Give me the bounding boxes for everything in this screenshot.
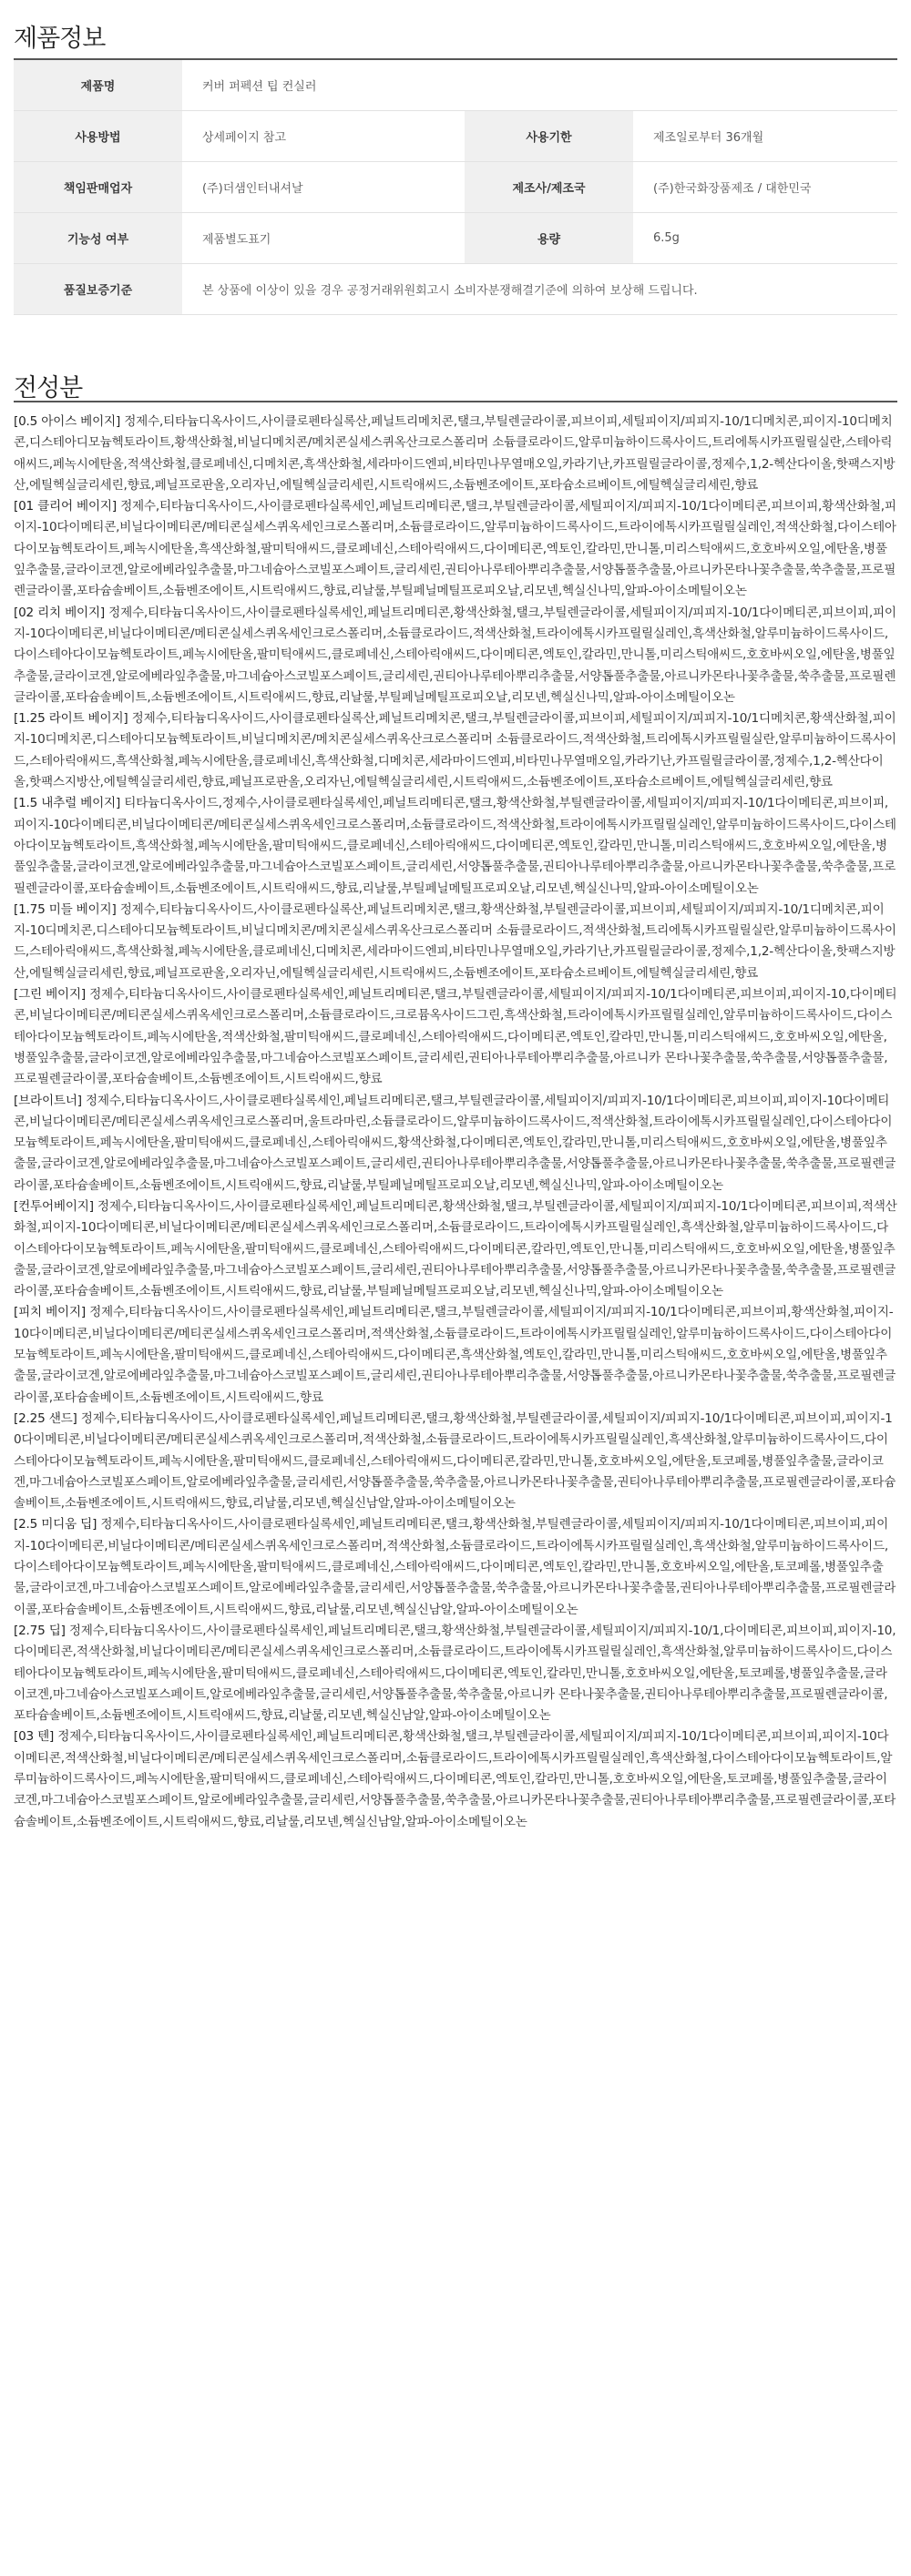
ingredient-text: 정제수,티타늄디옥사이드,사이클로펜타실록세인,페닐트리메티콘,탤크,부틸렌글라이콜,세틸피이지/피피지-10/1다이메티콘,피브이피,황색산화철,피이지-10다이메티콘,비닐다이메티콘/메티콘실세스퀴옥세인크로스폴리머,소듐클로라이드,알루미늄하이드록사이드,트라이에톡시카프릴릴실레인,적색산화철,다이스테아다이모늄헥토라이트,페녹시에탄올,흑색산화철,팔미틱애씨드,클로페네신,스테아릭애씨드,다이메티콘,엑토인,칼라민,만니톨,미리스틱애씨드,호호바씨오일,에탄올,병풀잎추출물,글라이코겐,알로에베라잎추출물,마그네슘아스코빌포스페이트,글리세린,권티아나루테아뿌리추출물,서양톱풀추출물,아르니카몬타나꽃추출물,쑥추출물,프로필렌글라이콜,포타슘솔베이트,소듐벤조에이트,시트릭애씨드,향료,리날룰,부틸페닐메틸프로피오날,리모넨,헥실신나믹,알파-아이소메틸이오논 (14, 499, 896, 599)
ingredient-text: 정제수,티타늄디옥사이드,사이클로펜타실록산,페닐트리메치콘,탤크,부틸렌글라이콜,피브이피,세틸피이지/피피지-10/1디메치콘,피이지-10디메치콘,디스테아디모늄헥토라이트,황색산화철,비닐디메치콘/메치콘실세스퀴옥산크로스폴리머 소듐클로라이드,알루미늄하이드록사이드,트리에톡시카프릴릴실란,스테아릭애씨드,페녹시에탄올,적색산화철,클로페네신,디메치콘,흑색산화철,세라마이드엔피,비타민나무열매오일,카라기난,카프릴릴글라이콜,정제수,1,2-헥산다이올,핫팩스지방산,에틸헥실글리세린,향료,페닐프로판올,오리자닌,에틸헥실글리세린,시트릭애씨드,소듐벤조에이트,포타슘소르베이트,에틸헥실글리세린,향료 (14, 414, 896, 493)
ingredient-text: 정제수,티타늄디옥사이드,사이클로펜타실록세인,페닐트리메티콘,탤크,부틸렌글라이콜,세틸피이지/피피지-10/1다이메티콘,피브이피,피이지-10다이메티콘,비닐다이메티콘/메티콘실세스퀴옥세인크로스폴리머,울트라마린,소듐클로라이드,알루미늄하이드록사이드,적색산화철,트라이에톡시카프릴릴실레인,다이스테아다이모늄헥토라이트,페녹시에탄올,팔미틱애씨드,클로페네신,스테아릭애씨드,황색산화철,다이메티콘,엑토인,칼라민,만니톨,미리스틱애씨드,호호바씨오일,에탄올,병풀잎추출물,글라이코겐,알로에베라잎추출물,마그네슘아스코빌포스페이트,글리세린,권티아나루테아뿌리추출물,서양톱풀추출물,아르니카몬타나꽃추출물,쑥추출물,프로필렌글라이콜,포타슘솔베이트,소듐벤조에이트,시트릭애씨드,향료,리날룰,부틸페닐메틸프로피오날,리모넨,헥실신나믹,알파-아이소메틸이오논 (14, 1093, 896, 1193)
ingredient-entry (14, 793, 897, 899)
ingredient-shade-label: [03 텐] (14, 1729, 55, 1745)
row-value: 상세페이지 참고 (182, 111, 465, 162)
ingredient-shade-label: [그린 베이지] (14, 987, 86, 1003)
ingredient-shade-label: [02 리치 베이지] (14, 605, 106, 620)
product-info-title: 제품정보 (14, 25, 106, 53)
ingredient-entry (14, 1726, 897, 1832)
row-label: 사용기한 (465, 111, 633, 162)
row-label: 제품명 (14, 60, 182, 111)
ingredient-entry (14, 1302, 897, 1408)
ingredients-list (14, 402, 897, 1833)
ingredient-text: 정제수,티타늄디옥사이드,사이클로펜타실록세인,페닐트리메티콘,탤크,부틸렌글라이콜,세틸피이지/피피지-10/1다이메티콘,피브이피,피이지-10,다이메티콘,비닐다이메티콘/메티콘실세스퀴옥세인크로스폴리머,소듐클로라이드,크로뮴옥사이드그린,흑색산화철,트라이에톡시카프릴릴실레인,알루미늄하이드록사이드,다이스테아다이모늄헥토라이트,페녹시에탄올,적색산화철,팔미틱애씨드,클로페네신,스테아릭애씨드,다이메티콘,엑토인,칼라민,만니톨,미리스틱애씨드,호호바씨오일,에탄올,병풀잎추출물,글라이코겐,알로에베라잎추출물,마그네슘아스코빌포스페이트,글리세린,권티아나루테아뿌리추출물,아르니카 몬타나꽃추출물,쑥추출물,서양톱풀추출물,프로필렌글라이콜,포타슘솔베이트,소듐벤조에이트,시트릭애씨드,향료 (14, 987, 897, 1087)
ingredient-entry (14, 1091, 897, 1196)
product-info-table (14, 60, 897, 315)
ingredient-shade-label: [2.5 미디움 딥] (14, 1517, 97, 1532)
ingredient-shade-label: [2.75 딥] (14, 1623, 66, 1638)
ingredient-text: 정제수,티타늄디옥사이드,사이클로펜타실록세인,페닐트리메티콘,황색산화철,탤크,부틸렌글라이콜,세틸피이지/피피지-10/1다이메티콘,피브이피,피이지-10다이메티콘,비닐다이메티콘/메티콘실세스퀴옥세인크로스폴리머,소듐클로라이드,적색산화철,트라이에톡시카프릴릴실레인,흑색산화철,알루미늄하이드록사이드,다이스테아다이모늄헥토라이트,페녹시에탄올,팔미틱애씨드,클로페네신,스테아릭애씨드,다이메티콘,엑토인,칼라민,만니톨,미리스틱애씨드,호호바씨오일,에탄올,병풀잎추출물,글라이코겐,알로에베라잎추출물,마그네슘아스코빌포스페이트,글리세린,권티아나루테아뿌리추출물,서양톱풀추출물,아르니카몬타나꽃추출물,쑥추출물,프로필렌글라이콜,포타슘솔베이트,소듐벤조에이트,시트릭애씨드,향료,리날룰,부틸페닐메틸프로피오날,리모넨,헥실신나믹,알파-아이소메틸이오논 (14, 605, 896, 705)
row-label: 책임판매업자 (14, 162, 182, 213)
ingredient-shade-label: [브라이트너] (14, 1093, 82, 1108)
ingredient-shade-label: [컨투어베이지] (14, 1198, 94, 1214)
row-value: 제품별도표기 (182, 213, 465, 264)
ingredient-entry (14, 1621, 897, 1726)
ingredient-entry (14, 412, 897, 496)
ingredient-entry (14, 708, 897, 793)
ingredient-entry (14, 900, 897, 984)
row-label: 제조사/제조국 (465, 162, 633, 213)
ingredient-shade-label: [2.25 샌드] (14, 1410, 77, 1426)
ingredient-entry (14, 984, 897, 1090)
ingredient-entry (14, 496, 897, 602)
ingredient-text: 정제수,티타늄디옥사이드,사이클로펜타실록세인,페닐트리메티콘,탤크,황색산화철,부틸렌글라이콜,세틸피이지/피피지-10/1다이메티콘,피브이피,피이지-10다이메티콘,비닐다이메티콘/메티콘실세스퀴옥세인크로스폴리머,적색산화철,소듐클로라이드,트라이에톡시카프릴릴실레인,흑색산화철,알루미늄하이드록사이드,다이스테아다이모늄헥토라이트,페녹시에탄올,팔미틱애씨드,클로페네신,스테아릭애씨드,다이메티콘,엑토인,칼라민,만니톨,호호바씨오일,에탄올,토코페롤,병풀잎추출물,글라이코겐,마그네슘아스코빌포스페이트,알로에베라잎추출물,글리세린,서양톱풀추출물,쑥추출물,아르니카몬타나꽃추출물,권티아나루테아뿌리추출물,프로필렌글라이콜,포타슘솔베이트,소듐벤조에이트,시트릭애씨드,향료,리날룰,리모넨,헥실신남알,알파-아이소메틸이오논 (14, 1517, 896, 1617)
ingredient-shade-label: [1.25 라이트 베이지] (14, 711, 128, 727)
ingredient-text: 정제수,티타늄디옥사이드,사이클로펜타실록세인,페닐트리메티콘,탤크,부틸렌글라이콜,세틸피이지/피피지-10/1다이메티콘,피브이피,황색산화철,피이지-10다이메티콘,비닐다이메티콘/메티콘실세스퀴옥세인크로스폴리머,적색산화철,소듐클로라이드,트라이에톡시카프릴릴실레인,알루미늄하이드록사이드,다이스테아다이모늄헥토라이트,페녹시에탄올,팔미틱애씨드,클로페네신,스테아릭애씨드,다이메티콘,흑색산화철,엑토인,칼라민,만니톨,미리스틱애씨드,호호바씨오일,에탄올,병풀잎추출물,글라이코겐,알로에베라잎추출물,마그네슘아스코빌포스페이트,글리세린,권티아나루테아뿌리추출물,서양톱풀추출물,아르니카몬타나꽃추출물,쑥추출물,프로필렌글라이콜,포타슘솔베이트,소듐벤조에이트,시트릭애씨드,향료 (14, 1305, 896, 1405)
row-label: 용량 (465, 213, 633, 264)
ingredient-text: 정제수,티타늄디옥사이드,사이클로펜타실록세인,페닐트리메티콘,황색산화철,탤크,부틸렌글라이콜,세틸피이지/피피지-10/1다이메티콘,피브이피,적색산화철,피이지-10다이메티콘,비닐다이메티콘/메티콘실세스퀴옥세인크로스폴리머,소듐클로라이드,트라이에톡시카프릴릴실레인,흑색산화철,알루미늄하이드록사이드,다이스테아다이모늄헥토라이트,페녹시에탄올,팔미틱애씨드,클로페네신,스테아릭애씨드,다이메티콘,칼라민,엑토인,만니톨,미리스틱애씨드,호호바씨오일,에탄올,병풀잎추출물,글라이코겐,알로에베라잎추출물,마그네슘아스코빌포스페이트,글리세린,권티아나루테아뿌리추출물,서양톱풀추출물,아르니카몬타나꽃추출물,쑥추출물,프로필렌글라이콜,포타슘솔베이트,소듐벤조에이트,시트릭애씨드,향료,리날룰,부틸페닐메틸프로피오날,리모넨,헥실신나믹,알파-아이소메틸이오논 (14, 1198, 897, 1299)
ingredient-entry (14, 1514, 897, 1620)
ingredient-entry (14, 1409, 897, 1514)
table-row (14, 60, 897, 111)
row-value: 제조일로부터 36개월 (633, 111, 897, 162)
ingredient-text: 정제수,티타늄디옥사이드,사이클로펜타실록세인,페닐트리메티콘,황색산화철,탤크,부틸렌글라이콜,세틸피이지/피피지-10/1다이메티콘,피브이피,피이지-10다이메티콘,적색산화철,비닐다이메티콘/메티콘실세스퀴옥세인크로스폴리머,소듐클로라이드,트라이에톡시카프릴릴실레인,흑색산화철,다이스테아다이모늄헥토라이트,알루미늄하이드록사이드,페녹시에탄올,팔미틱애씨드,클로페네신,스테아릭애씨드,다이메티콘,엑토인,칼라민,만니톨,호호바씨오일,에탄올,토코페롤,병풀잎추출물,글라이코겐,마그네슘아스코빌포스페이트,알로에베라잎추출물,글리세린,서양톱풀추출물,쑥추출물,아르니카몬타나꽃추출물,권티아나루테아뿌리추출물,프로필렌글라이콜,포타슘솔베이트,소듐벤조에이트,시트릭애씨드,향료,리날룰,리모넨,헥실신남알,알파-아이소메틸이오논 (14, 1729, 896, 1829)
table-row (14, 162, 897, 213)
row-value: 본 상품에 이상이 있을 경우 공정거래위원회고시 소비자분쟁해결기준에 의하여 보상해 드립니다. (182, 264, 897, 315)
ingredient-text: 정제수,티타늄디옥사이드,사이클로펜타실록산,페닐트리메치콘,탤크,부틸렌글라이콜,피브이피,세틸피이지/피피지-10/1디메치콘,황색산화철,피이지-10디메치콘,디스테아디모늄헥토라이트,비닐디메치콘/메치콘실세스퀴옥산크로스폴리머 소듐클로라이드,적색산화철,트리에톡시카프릴릴실란,알루미늄하이드록사이드,스테아릭애씨드,흑색산화철,페녹시에탄올,클로페네신,흑색산화철,디메치콘,세라마이드엔피,비타민나무열매오일,카라기난,카프릴릴글라이콜,정제수,1,2-헥산다이올,핫팩스지방산,에틸헥실글리세린,향료,페닐프로판올,오리자닌,에틸헥실글리세린,시트릭애씨드,소듐벤조에이트,포타슘소르베이트,에틸헥실글리세린,향료 (14, 711, 896, 790)
ingredients-title: 전성분 (14, 374, 83, 402)
table-row (14, 264, 897, 315)
ingredient-shade-label: [1.75 미들 베이지] (14, 901, 117, 917)
ingredient-text: 정제수,티타늄디옥사이드,사이클로펜타실록세인,페닐트리메티콘,탤크,황색산화철,부틸렌글라이콜,세틸피이지/피피지-10/1,다이메티콘,피브이피,피이지-10,다이메티콘,적색산화철,비닐다이메티콘/메티콘실세스퀴옥세인크로스폴리머,소듐클로라이드,트라이에톡시카프릴릴실레인,흑색산화철,알루미늄하이드록사이드,다이스테아다이모늄헥토라이트,페녹시에탄올,팔미틱애씨드,클로페네신,스테아릭애씨드,다이메티콘,엑토인,칼라민,만니톨,호호바씨오일,에탄올,토코페롤,병풀잎추출물,글라이코겐,마그네슘아스코빌포스페이트,알로에베라잎추출물,글리세린,서양톱풀추출물,쑥추출물,아르니카 몬타나꽃추출물,권티아나루테아뿌리추출물,프로필렌글라이콜,포타슘솔베이트,소듐벤조에이트,시트릭애씨드,향료,리날룰,리모넨,헥실신남알,알파-아이소메틸이오논 (14, 1623, 896, 1724)
row-value: 커버 퍼펙션 팁 컨실러 (182, 60, 897, 111)
ingredient-shade-label: [피치 베이지] (14, 1305, 86, 1320)
row-label: 품질보증기준 (14, 264, 182, 315)
ingredient-shade-label: [0.5 아이스 베이지] (14, 414, 121, 429)
ingredient-entry (14, 1196, 897, 1302)
table-row (14, 213, 897, 264)
row-label: 기능성 여부 (14, 213, 182, 264)
ingredient-entry (14, 603, 897, 708)
table-row (14, 111, 897, 162)
ingredient-shade-label: [01 클리어 베이지] (14, 499, 117, 514)
row-value: 6.5g (633, 213, 897, 264)
row-label: 사용방법 (14, 111, 182, 162)
row-value: (주)더샘인터내셔날 (182, 162, 465, 213)
row-value: (주)한국화장품제조 / 대한민국 (633, 162, 897, 213)
ingredient-text: 티타늄디옥사이드,정제수,사이클로펜타실록세인,페닐트리메티콘,탤크,황색산화철,부틸렌글라이콜,세틸피이지/피피지-10/1다이메티콘,피브이피,피이지-10다이메티콘,비닐다이메티콘/메티콘실세스퀴옥세인크로스폴리머,소듐클로라이드,적색산화철,트라이에톡시카프릴릴실레인,알루미늄하이드록사이드,다이스테아다이모늄헥토라이트,흑색산화철,페녹시에탄올,팔미틱애씨드,클로페네신,스테아릭애씨드,다이메티콘,엑토인,칼라민,만니톨,미리스틱애씨드,호호바씨오일,에탄올,병풀잎추출물,글라이코겐,알로에베라잎추출물,마그네슘아스코빌포스페이트,글리세린,서양톱풀추출물,권티아나루테아뿌리추출물,아르니카몬타나꽃추출물,쑥추출물,프로필렌글라이콜,포타슘솔베이트,소듐벤조에이트,시트릭애씨드,향료,리날룰,부틸페닐메틸프로피오날,리모넨,헥실신나믹,알파-아이소메틸이오논 (14, 796, 896, 896)
ingredient-text: 정제수,티타늄디옥사이드,사이클로펜타실록세인,페닐트리메티콘,탤크,황색산화철,부틸렌글라이콜,세틸피이지/피피지-10/1다이메티콘,피브이피,피이지-10다이메티콘,비닐다이메티콘/메티콘실세스퀴옥세인크로스폴리머,적색산화철,소듐클로라이드,트라이에톡시카프릴릴실레인,흑색산화철,알루미늄하이드록사이드,다이스테아다이모늄헥토라이트,페녹시에탄올,팔미틱애씨드,클로페네신,스테아릭애씨드,다이메티콘,칼라민,만니톨,호호바씨오일,에탄올,토코페롤,병풀잎추출물,글라이코겐,마그네슘아스코빌포스페이트,알로에베라잎추출물,글리세린,서양톱풀추출물,쑥추출물,아르니카몬타나꽃추출물,권티아나루테아뿌리추출물,프로필렌글라이콜,포타슘솔베이트,소듐벤조에이트,시트릭애씨드,향료,리날룰,리모넨,헥실신남알,알파-아이소메틸이오논 (14, 1410, 896, 1512)
ingredient-shade-label: [1.5 내추럴 베이지] (14, 796, 121, 811)
ingredient-text: 정제수,티타늄디옥사이드,사이클로펜타실록산,페닐트리메치콘,탤크,황색산화철,부틸렌글라이콜,피브이피,세틸피이지/피피지-10/1디메치콘,피이지-10디메치콘,디스테아디모늄헥토라이트,비닐디메치콘/메치콘실세스퀴옥산크로스폴리머 소듐클로라이드,적색산화철,트리에톡시카프릴릴실란,알루미늄하이드록사이드,스테아릭애씨드,흑색산화철,페녹시에탄올,클로페네신,디메치콘,세라마이드엔피,비타민나무열매오일,카라기난,카프릴릴글라이콜,정제수,1,2-헥산다이올,핫팩스지방산,에틸헥실글리세린,향료,페닐프로판올,오리자닌,에틸헥실글리세린,시트릭애씨드,소듐벤조에이트,포타슘소르베이트,에틸헥실글리세린,향료 (14, 901, 896, 981)
